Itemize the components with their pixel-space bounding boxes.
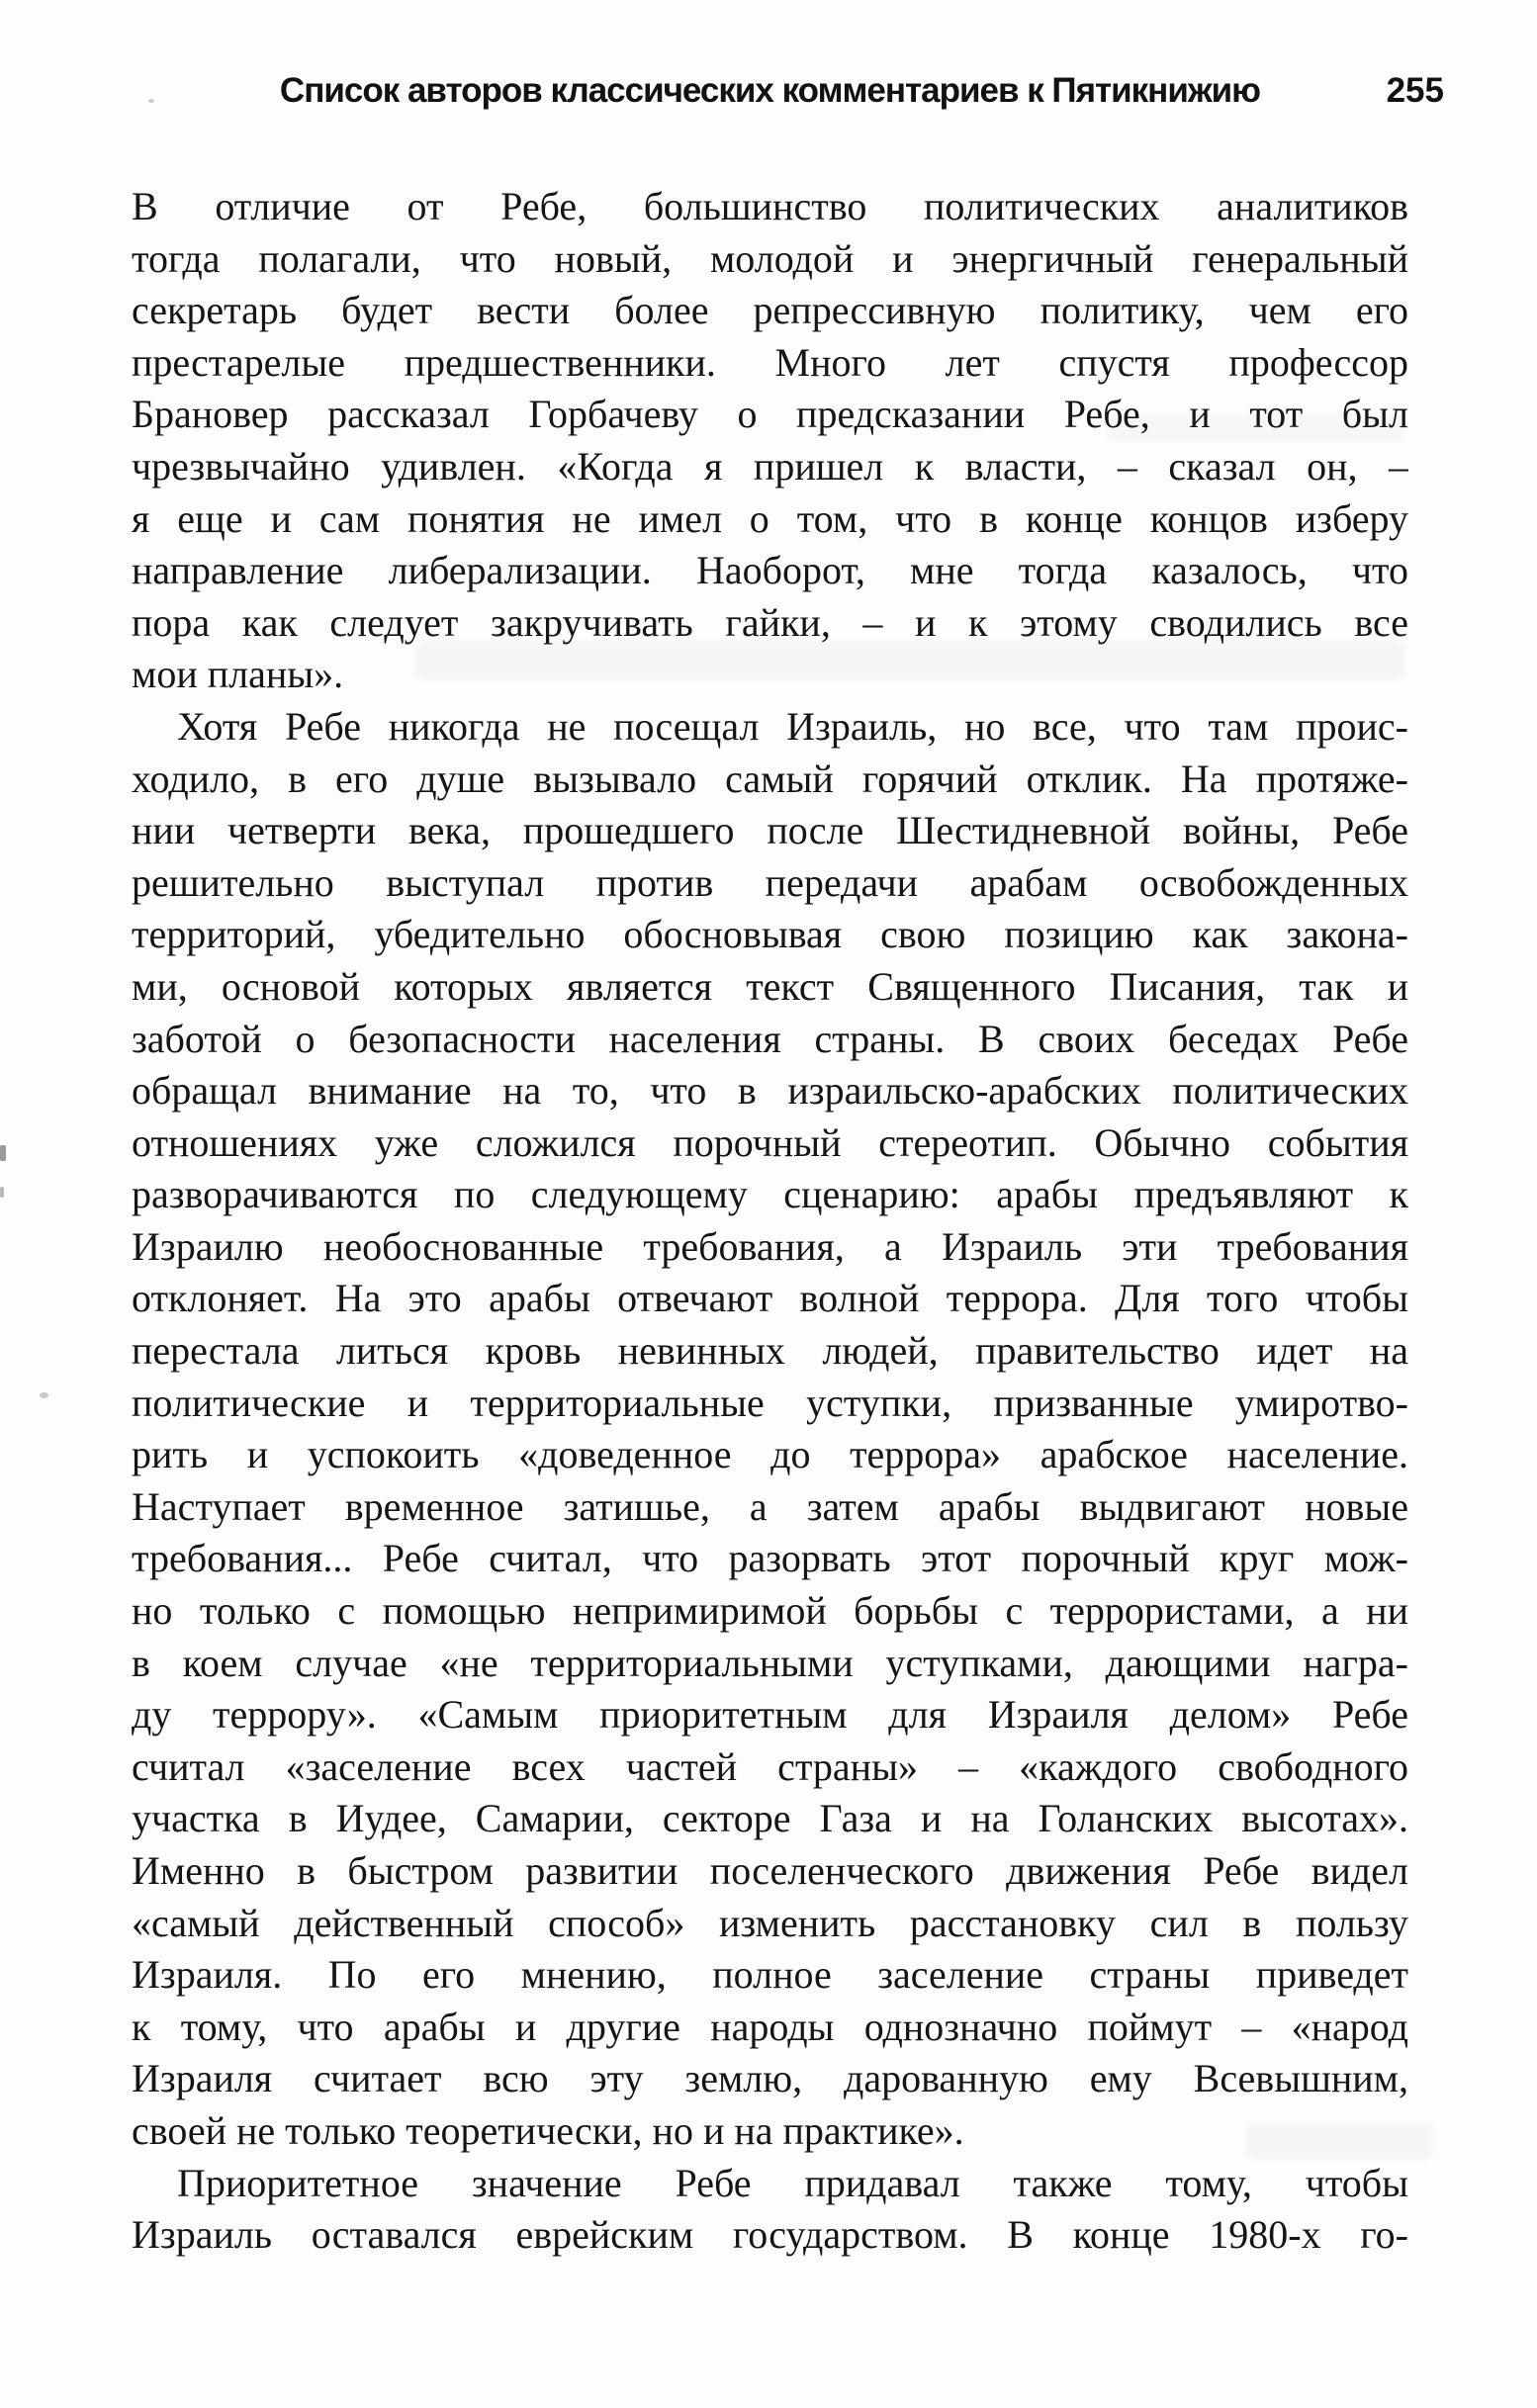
text-line: но только с помощью непримиримой борьбы с террористами, а ни [132,1588,1408,1634]
paragraph [132,181,1408,701]
text-line: ду террору». «Самым приоритетным для Израиля делом» Ребе [132,1692,1408,1738]
text-line: территорий, убедительно обосновывая свою позицию как закона- [132,912,1408,957]
text-line: Израилю необоснованные требования, а Израиль эти требования [132,1223,1408,1269]
text-line: престарелые предшественники. Много лет спустя профессор [132,339,1408,385]
text-line: перестала литься кровь невинных людей, правительство идет на [132,1328,1408,1374]
text-line: политические и территориальные уступки, призванные умиротво- [132,1380,1408,1425]
text-line: я еще и сам понятия не имел о том, что в конце концов изберу [132,495,1408,541]
text-line: нии четверти века, прошедшего после Шестидневной войны, Ребе [132,808,1408,853]
text-line: отношениях уже сложился порочный стереотип. Обычно события [132,1119,1408,1165]
text-block [132,181,1408,2262]
text-line: Брановер рассказал Горбачеву о предсказании Ребе, и тот был [132,392,1408,437]
text-line: мои планы». [132,652,344,697]
paragraph [132,701,1408,2158]
scan-artifact [40,1392,48,1398]
text-line: Наступает временное затишье, а затем арабы выдвигают новые [132,1483,1408,1529]
text-line: отклоняет. На это арабы отвечают волной террора. Для того чтобы [132,1276,1408,1321]
text-line: пора как следует закручивать гайки, – и к этому сводились все [132,599,1408,645]
scan-artifact [0,1145,6,1161]
text-line: ходило, в его душе вызывало самый горячий отклик. На протяже- [132,756,1408,801]
page-number: 255 [1386,71,1444,110]
text-line: своей не только теоретически, но и на практике». [132,2107,964,2153]
text-line: секретарь будет вести более репрессивную политику, чем его [132,288,1408,333]
text-line: Израиля. По его мнению, полное заселение страны приведет [132,1952,1408,1998]
text-line: направление либерализации. Наоборот, мне тогда казалось, что [132,548,1408,593]
text-line: рить и успокоить «доведенное до террора» арабское население. [132,1432,1408,1477]
text-line: требования... Ребе считал, что разорвать этот порочный круг мож- [132,1536,1408,1581]
text-line: «самый действенный способ» изменить расстановку сил в пользу [132,1900,1408,1945]
text-line: считал «заселение всех частей страны» – «каждого свободного [132,1743,1408,1789]
text-line: разворачиваются по следующему сценарию: арабы предъявляют к [132,1172,1408,1217]
running-header-title: Список авторов классических комментариев к Пятикнижию [279,71,1261,110]
text-line: тогда полагали, что новый, молодой и энергичный генеральный [132,235,1408,281]
running-header [132,71,1444,117]
text-line: В отличие от Ребе, большинство политических аналитиков [132,184,1408,228]
text-line: чрезвычайно удивлен. «Когда я пришел к власти, – сказал он, – [132,443,1408,489]
text-line: заботой о безопасности населения страны. В своих беседах Ребе [132,1016,1408,1061]
text-line: к тому, что арабы и другие народы однозначно поймут – «народ [132,2004,1408,2049]
text-line: обращал внимание на то, что в израильско-арабских политических [132,1068,1408,1114]
text-line: участка в Иудее, Самарии, секторе Газа и на Голанских высотах». [132,1796,1408,1841]
text-line: Израиля считает всю эту землю, дарованную ему Всевышним, [132,2056,1408,2101]
text-line: ми, основой которых является текст Священного Писания, так и [132,963,1408,1009]
text-line: Именно в быстром развитии поселенческого движения Ребе видел [132,1848,1408,1893]
text-line: Хотя Ребе никогда не посещал Израиль, но все, что там проис- [177,703,1408,749]
text-line: Израиль оставался еврейским государством. В конце 1980-х го- [132,2212,1408,2258]
paragraph [132,2158,1408,2262]
text-line: в коем случае «не территориальными уступками, дающими награ- [132,1640,1408,1685]
scan-artifact [0,1187,4,1198]
text-line: решительно выступал против передачи арабам освобожденных [132,859,1408,905]
text-line: Приоритетное значение Ребе придавал также тому, чтобы [177,2160,1408,2205]
